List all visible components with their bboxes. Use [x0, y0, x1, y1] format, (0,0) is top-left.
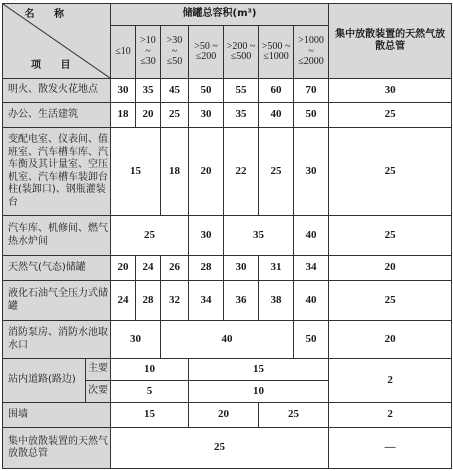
table-cell: 22 — [224, 128, 259, 216]
table-cell: 55 — [224, 79, 259, 103]
table-cell: 30 — [189, 103, 224, 128]
table-cell: 18 — [111, 103, 136, 128]
table-cell: 35 — [136, 79, 161, 103]
table-row — [3, 256, 452, 281]
row-label: 消防泵房、消防水池取水口 — [3, 321, 111, 359]
table-cell: 28 — [136, 281, 161, 321]
table-row — [3, 403, 452, 428]
spacing-table — [2, 3, 452, 469]
table-cell: 25 — [329, 128, 452, 216]
table-cell: 25 — [111, 216, 189, 256]
row-label: 变配电室、仪表间、值班室、汽车槽车库、汽车衡及其计量室、空压机室、汽车槽车装卸台柱(装卸口)、钢瓶灌装台 — [3, 128, 111, 216]
header-volume-title: 储罐总容积(m³) — [111, 4, 329, 26]
row-label: 汽车库、机修间、燃气热水炉间 — [3, 216, 111, 256]
table-cell: 20 — [111, 256, 136, 281]
table-cell: 15 — [189, 359, 329, 381]
table-cell: 20 — [136, 103, 161, 128]
table-row — [3, 281, 452, 321]
table-cell: 50 — [294, 321, 329, 359]
table-row — [3, 428, 452, 469]
table-cell: 25 — [329, 281, 452, 321]
table-cell: 20 — [189, 128, 224, 216]
table-cell: 25 — [259, 403, 329, 428]
table-row — [3, 216, 452, 256]
table-cell: 2 — [329, 403, 452, 428]
table-cell: 30 — [189, 216, 224, 256]
range-header: ≤10 — [111, 26, 136, 79]
table-cell: 32 — [161, 281, 189, 321]
table-row — [3, 103, 452, 128]
table-cell: 18 — [161, 128, 189, 216]
table-cell: 10 — [189, 381, 329, 403]
header-item-label: 项 目 — [31, 59, 79, 71]
table-cell: 50 — [189, 79, 224, 103]
table-cell: 20 — [189, 403, 259, 428]
table-cell: 25 — [329, 103, 452, 128]
table-row — [3, 128, 452, 216]
table-cell: 40 — [294, 281, 329, 321]
range-header: >50 ~ ≤200 — [189, 26, 224, 79]
table-cell: 26 — [161, 256, 189, 281]
table-cell: 34 — [189, 281, 224, 321]
table-cell: 30 — [111, 321, 161, 359]
range-header: >10 ~ ≤30 — [136, 26, 161, 79]
range-header: >30 ~ ≤50 — [161, 26, 189, 79]
row-sublabel: 次要 — [86, 381, 111, 403]
table-cell: 40 — [161, 321, 294, 359]
header-concentrated-title: 集中放散装置的天然气放散总管 — [329, 4, 452, 79]
table-cell: 40 — [294, 216, 329, 256]
table-cell: — — [329, 428, 452, 469]
table-cell: 35 — [224, 103, 259, 128]
table-cell: 24 — [136, 256, 161, 281]
row-label: 液化石油气全压力式储罐 — [3, 281, 111, 321]
table-cell: 45 — [161, 79, 189, 103]
table-row — [3, 321, 452, 359]
table-cell: 50 — [294, 103, 329, 128]
row-label: 天然气(气态)储罐 — [3, 256, 111, 281]
table-cell: 34 — [294, 256, 329, 281]
row-label: 办公、生活建筑 — [3, 103, 111, 128]
table-cell: 36 — [224, 281, 259, 321]
table-cell: 30 — [224, 256, 259, 281]
table-cell: 28 — [189, 256, 224, 281]
table-row — [3, 79, 452, 103]
range-header: >200 ~ ≤500 — [224, 26, 259, 79]
table-cell: 38 — [259, 281, 294, 321]
table-cell: 10 — [111, 359, 189, 381]
header-corner-cell — [3, 4, 111, 79]
row-label: 围墙 — [3, 403, 111, 428]
table-cell: 2 — [329, 359, 452, 403]
range-header: >1000 ~ ≤2000 — [294, 26, 329, 79]
table-cell: 30 — [294, 128, 329, 216]
table-cell: 31 — [259, 256, 294, 281]
table-cell: 15 — [111, 128, 161, 216]
table-cell: 20 — [329, 321, 452, 359]
row-label: 集中放散装置的天然气放散总管 — [3, 428, 111, 469]
table-cell: 40 — [259, 103, 294, 128]
table-cell: 5 — [111, 381, 189, 403]
table-row — [3, 359, 452, 381]
table-cell: 60 — [259, 79, 294, 103]
table-cell: 25 — [161, 103, 189, 128]
table-cell: 15 — [111, 403, 189, 428]
table-cell: 25 — [329, 216, 452, 256]
table-cell: 24 — [111, 281, 136, 321]
table-cell: 20 — [329, 256, 452, 281]
table-cell: 30 — [329, 79, 452, 103]
header-name-label: 名 称 — [24, 9, 72, 20]
row-label: 站内道路(路边) — [3, 359, 86, 403]
table-cell: 30 — [111, 79, 136, 103]
table-cell: 25 — [111, 428, 329, 469]
row-sublabel: 主要 — [86, 359, 111, 381]
table-cell: 25 — [259, 128, 294, 216]
table-cell: 35 — [224, 216, 294, 256]
table-cell: 70 — [294, 79, 329, 103]
range-header: >500 ~ ≤1000 — [259, 26, 294, 79]
row-label: 明火、散发火花地点 — [3, 79, 111, 103]
